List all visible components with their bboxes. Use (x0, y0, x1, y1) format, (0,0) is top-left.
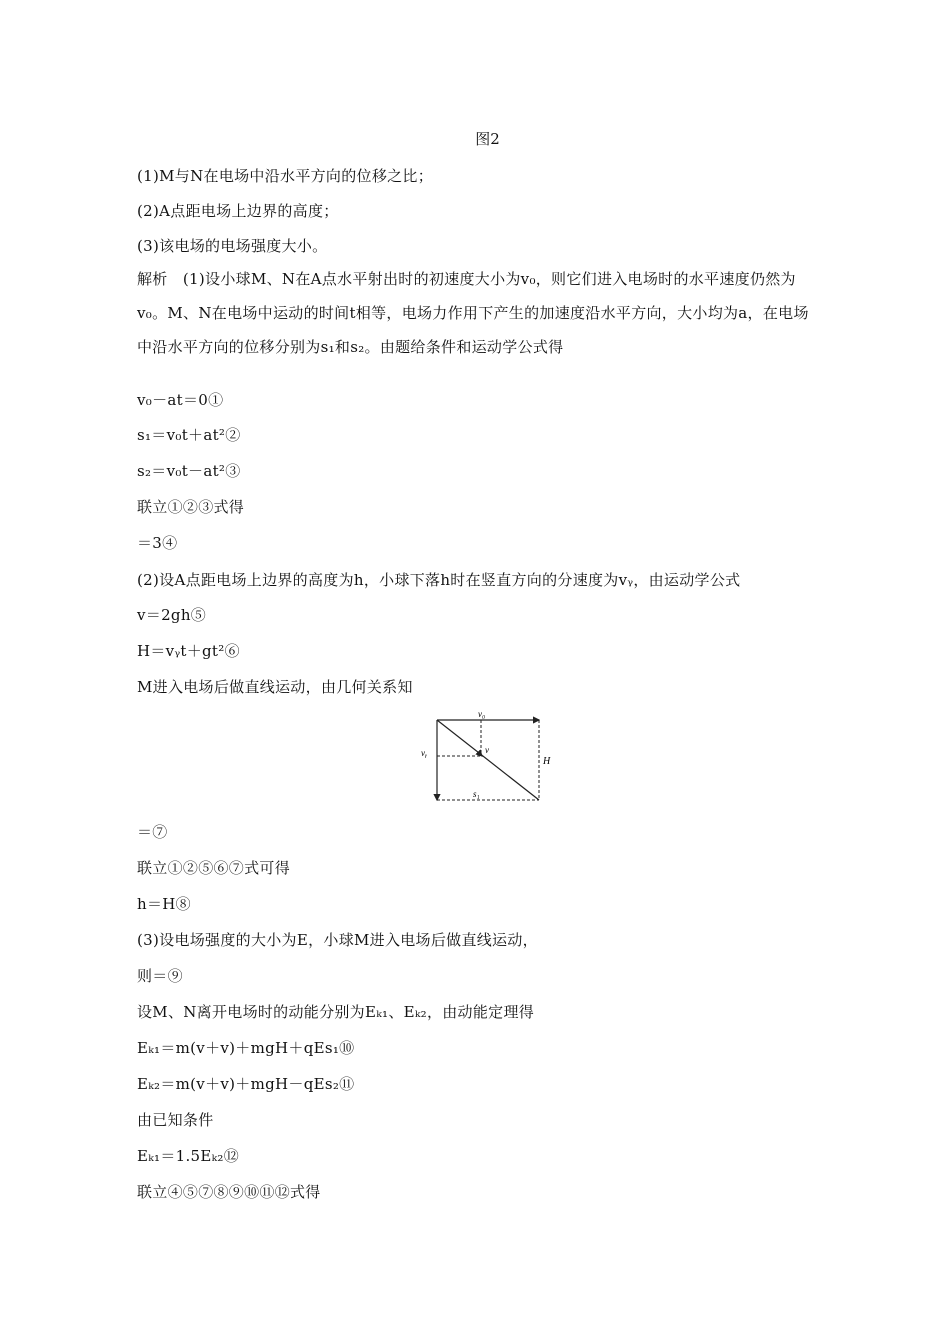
equation-6: H＝vᵧt＋gt²⑥ (137, 642, 240, 660)
figure-caption: 图2 (475, 130, 500, 148)
velocity-diagram (415, 708, 565, 808)
v-label: v (485, 745, 489, 755)
v0-label: v₀ (478, 709, 486, 719)
text-line: M进入电场后做直线运动，由几何关系知 (137, 678, 413, 696)
s1-label: s₁ (473, 789, 480, 799)
equation-1: v₀－at＝0① (137, 391, 224, 409)
equation-7: ＝⑦ (137, 823, 168, 841)
text-line: 联立①②⑤⑥⑦式可得 (137, 859, 291, 877)
question-3: (3)该电场的电场强度大小。 (137, 237, 328, 255)
vy-label: vᵧ (421, 748, 428, 758)
equation-3: s₂＝v₀t－at²③ (137, 462, 241, 480)
equation-10: Eₖ₁＝m(v＋v)＋mgH＋qEs₁⑩ (137, 1039, 355, 1057)
text-line: (3)设电场强度的大小为E，小球M进入电场后做直线运动， (137, 931, 538, 949)
equation-8: h＝H⑧ (137, 895, 191, 913)
equation-9: 则＝⑨ (137, 967, 183, 985)
H-label: H (543, 756, 551, 767)
text-line: (2)设A点距电场上边界的高度为h，小球下落h时在竖直方向的分速度为vᵧ，由运动学公式 (137, 571, 741, 589)
equation-11: Eₖ₂＝m(v＋v)＋mgH－qEs₂⑪ (137, 1075, 355, 1093)
text-line: 由已知条件 (137, 1111, 214, 1129)
question-2: (2)A点距电场上边界的高度； (137, 202, 339, 220)
equation-12: Eₖ₁＝1.5Eₖ₂⑫ (137, 1147, 240, 1165)
equation-4: ＝3④ (137, 534, 178, 552)
equation-2: s₁＝v₀t＋at²② (137, 426, 241, 444)
text-line: 设M、N离开电场时的动能分别为Eₖ₁、Eₖ₂，由动能定理得 (137, 1003, 535, 1021)
solution-intro: 解析 (1)设小球M、N在A点水平射出时的初速度大小为v₀，则它们进入电场时的水平速度仍然为v₀。M、N在电场中运动的时间t相等，电场力作用下产生的加速度沿水平方向，大小均为a，在电场中沿水平方向的位移分别为s₁和s₂。由题给条件和运动学公式得 (137, 270, 809, 356)
trajectory-line (437, 720, 539, 800)
text-line: 联立①②③式得 (137, 498, 245, 516)
equation-5: v＝2gh⑤ (137, 606, 207, 624)
question-1: (1)M与N在电场中沿水平方向的位移之比； (137, 167, 434, 185)
text-line: 联立④⑤⑦⑧⑨⑩⑪⑫式得 (137, 1183, 321, 1201)
